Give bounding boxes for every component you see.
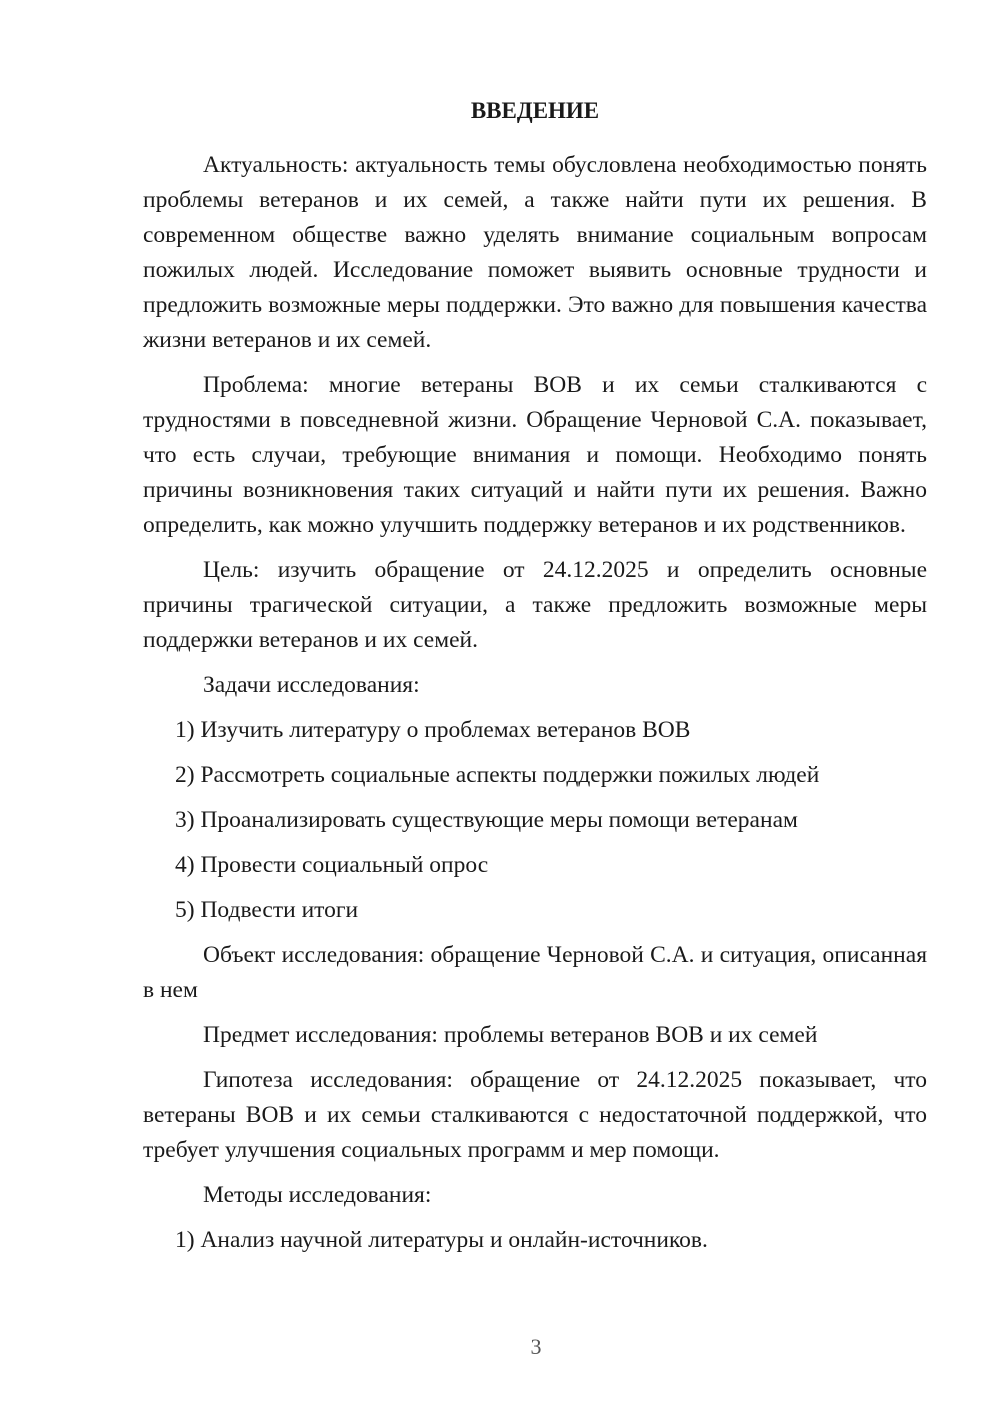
- task-item: 1) Изучить литературу о проблемах ветеранов ВОВ: [175, 717, 691, 743]
- problem-paragraph: Проблема: многие ветераны ВОВ и их семьи сталкиваются с трудностями в повседневной жизни. Обращение Черновой С.А. показывает, что есть случаи, требующие внимания и помощи. Необходимо понять причины возникновения таких ситуаций и найти пути их решения. Важно определить, как можно улучшить поддержку ветеранов и их родственников.: [143, 372, 927, 538]
- task-item: 3) Проанализировать существующие меры помощи ветеранам: [175, 807, 798, 833]
- tasks-heading: Задачи исследования:: [203, 672, 420, 698]
- object-paragraph: Объект исследования: обращение Черновой С.А. и ситуация, описанная в нем: [143, 942, 927, 1003]
- document-page: [143, 96, 927, 1268]
- goal-paragraph: Цель: изучить обращение от 24.12.2025 и определить основные причины трагической ситуации, а также предложить возможные меры поддержки ветеранов и их семей.: [143, 557, 927, 653]
- page-number: 3: [530, 1334, 542, 1359]
- methods-heading: Методы исследования:: [203, 1182, 432, 1208]
- hypothesis-paragraph: Гипотеза исследования: обращение от 24.12.2025 показывает, что ветераны ВОВ и их семьи сталкиваются с недостаточной поддержкой, что требует улучшения социальных программ и мер помощи.: [143, 1067, 927, 1163]
- section-title: ВВЕДЕНИЕ: [470, 98, 600, 123]
- subject-paragraph: Предмет исследования: проблемы ветеранов ВОВ и их семей: [203, 1022, 818, 1048]
- task-item: 4) Провести социальный опрос: [175, 852, 489, 878]
- task-item: 2) Рассмотреть социальные аспекты поддержки пожилых людей: [175, 762, 820, 788]
- relevance-paragraph: Актуальность: актуальность темы обусловлена необходимостью понять проблемы ветеранов и их семей, а также найти пути их решения. В современном обществе важно уделять внимание социальным вопросам пожилых людей. Исследование поможет выявить основные трудности и предложить возможные меры поддержки. Это важно для повышения качества жизни ветеранов и их семей.: [143, 152, 927, 353]
- task-item: 5) Подвести итоги: [175, 897, 359, 923]
- method-item: 1) Анализ научной литературы и онлайн-источников.: [175, 1227, 708, 1253]
